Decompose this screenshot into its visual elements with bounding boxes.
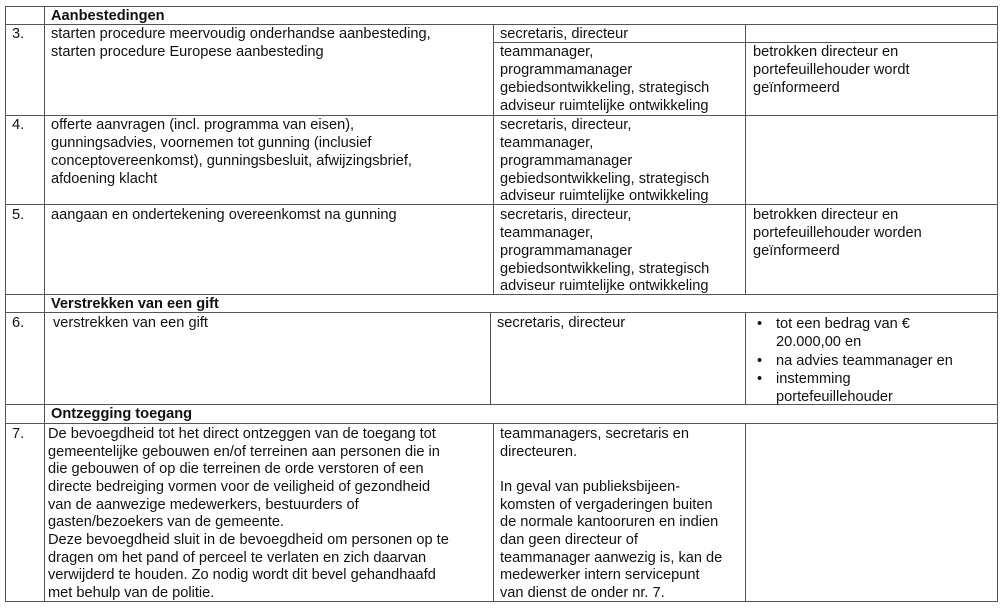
bullet-text: instemming	[776, 370, 851, 387]
row-number: 5.	[12, 207, 25, 223]
col-divider	[493, 24, 494, 295]
description-line: starten procedure meervoudig onderhandse aanbesteding,	[51, 26, 431, 42]
description-line: gunningsadvies, voornemen tot gunning (inclusief	[51, 135, 372, 151]
col-divider	[745, 312, 746, 405]
mandate-line: teammanager,	[500, 135, 594, 151]
col-divider	[44, 6, 45, 602]
mandate-line: In geval van publieksbijeen-	[500, 479, 681, 495]
description-line: directe bedreiging vormen voor de veiligheid of gezondheid	[48, 479, 431, 495]
bullet-text: 20.000,00 en	[776, 334, 862, 351]
col-divider	[745, 423, 746, 602]
description-line: De bevoegdheid tot het direct ontzeggen van de toegang tot	[48, 426, 436, 442]
description-line: met behulp van de politie.	[48, 585, 215, 601]
mandate-line: adviseur ruimtelijke ontwikkeling	[500, 188, 709, 204]
mandate-line: programmamanager	[500, 243, 633, 259]
bullet-text: portefeuillehouder	[776, 389, 893, 406]
description-line: Deze bevoegdheid sluit in de bevoegdheid om personen op te	[48, 532, 449, 548]
col-divider	[997, 6, 998, 602]
row-5-description: aangaan en ondertekening overeenkomst na gunning	[51, 207, 397, 223]
description-line: starten procedure Europese aanbesteding	[51, 44, 324, 60]
condition-bullet	[749, 370, 953, 407]
mandate-line: teammanager,	[500, 44, 594, 60]
col-divider	[490, 312, 491, 405]
bullet-text: na advies teammanager en	[776, 352, 953, 369]
mandate-line: de normale kantooruren en indien	[500, 514, 719, 530]
description-line: afdoening klacht	[51, 171, 158, 187]
description-line: van de aanwezige medewerkers, bestuurders of	[48, 497, 359, 513]
col-divider	[745, 24, 746, 295]
bullet-icon: •	[757, 316, 763, 332]
description-line: gasten/bezoekers van de gemeente.	[48, 514, 285, 530]
mandate-line: gebiedsontwikkeling, strategisch	[500, 80, 710, 96]
bullet-text: tot een bedrag van €	[776, 316, 910, 332]
col-divider	[493, 423, 494, 602]
section-title-gift: Verstrekken van een gift	[51, 296, 219, 312]
mandate-line: secretaris, directeur,	[500, 117, 632, 133]
mandate-line: programmamanager	[500, 62, 633, 78]
row-number: 3.	[12, 26, 25, 42]
mandate-line: komsten of vergaderingen buiten	[500, 497, 713, 513]
description-line: die gebouwen of op die terreinen de orde verstoren of een	[48, 461, 424, 477]
row-6-mandate: secretaris, directeur	[497, 315, 626, 331]
mandate-line: dan geen directeur of	[500, 532, 638, 548]
description-line: gemeentelijke gebouwen en/of terreinen aan personen die in	[48, 444, 440, 460]
row-6-condition-list	[749, 315, 953, 406]
mandate-line: teammanager,	[500, 225, 594, 241]
condition-bullet	[749, 352, 953, 370]
mandate-line: programmamanager	[500, 153, 633, 169]
mandate-line: teammanagers, secretaris en	[500, 426, 689, 442]
mandate-line: adviseur ruimtelijke ontwikkeling	[500, 98, 709, 114]
description-line: conceptovereenkomst), gunningsbesluit, afwijzingsbrief,	[51, 153, 412, 169]
condition-bullet	[749, 315, 953, 352]
row-number: 7.	[12, 426, 25, 442]
row-3-mandate-a: secretaris, directeur	[500, 26, 629, 42]
condition-line: portefeuillehouder worden	[753, 225, 922, 241]
mandate-line: medewerker intern servicepunt	[500, 567, 700, 583]
mandate-line: directeuren.	[500, 444, 578, 460]
description-line: verwijderd te houden. Zo nodig wordt dit bevel gehandhaafd	[48, 567, 436, 583]
condition-line: portefeuillehouder wordt	[753, 62, 910, 78]
description-line: dragen om het pand of perceel te verlaten en zich daarvan	[48, 550, 427, 566]
bullet-icon: •	[757, 370, 763, 387]
row-6-description: verstrekken van een gift	[53, 315, 208, 331]
condition-line: betrokken directeur en	[753, 44, 899, 60]
condition-line: geïnformeerd	[753, 243, 840, 259]
description-line: offerte aanvragen (incl. programma van eisen),	[51, 117, 355, 133]
row-number: 4.	[12, 117, 25, 133]
col-divider	[5, 6, 6, 602]
mandate-line: teammanager aanwezig is, kan de	[500, 550, 723, 566]
bullet-icon: •	[757, 352, 763, 369]
row-number: 6.	[12, 315, 25, 331]
mandate-line: adviseur ruimtelijke ontwikkeling	[500, 278, 709, 294]
mandate-line: gebiedsontwikkeling, strategisch	[500, 261, 710, 277]
condition-line: betrokken directeur en	[753, 207, 899, 223]
mandate-line: gebiedsontwikkeling, strategisch	[500, 171, 710, 187]
mandate-line: van dienst de onder nr. 7.	[500, 585, 665, 601]
section-title-aanbestedingen: Aanbestedingen	[51, 8, 165, 24]
condition-line: geïnformeerd	[753, 80, 840, 96]
mandate-line: secretaris, directeur,	[500, 207, 632, 223]
section-title-toegang: Ontzegging toegang	[51, 406, 193, 422]
